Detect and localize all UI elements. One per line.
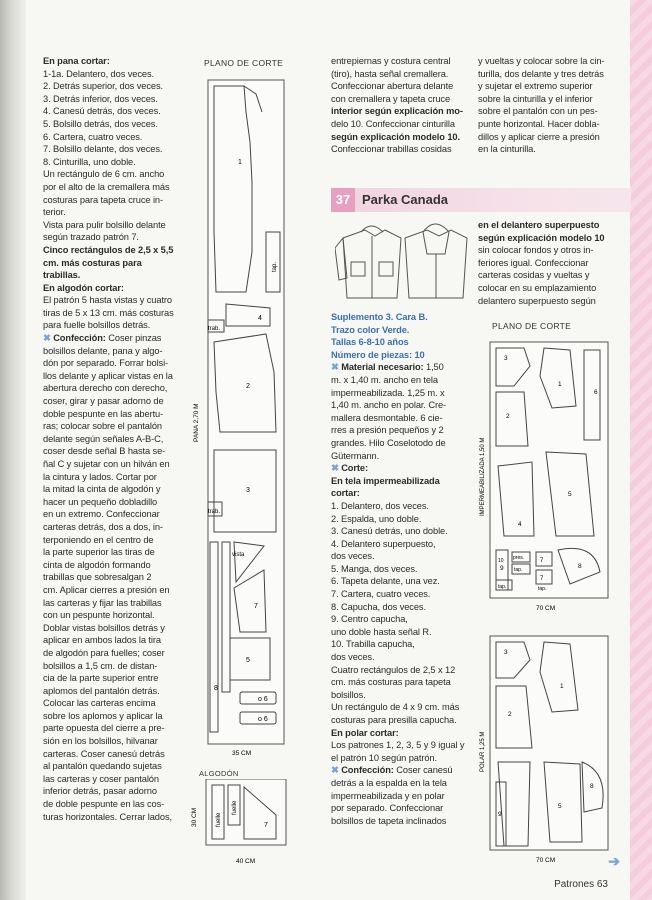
text-line: Colocar las carteras encima [43, 698, 156, 709]
text-line: Cinco rectángulos de 2,5 x 5,5 [43, 244, 174, 255]
text-line: el patrón 10 según patrón. [331, 752, 437, 763]
parka-piece-3: 3 [504, 355, 508, 362]
text-line: costuras para presilla capucha. [331, 715, 457, 725]
polar-piece-9: 9 [498, 811, 502, 818]
pink-page-edge [630, 0, 652, 900]
text-line: sobre el pantalón con un pes- [478, 106, 598, 117]
text-line: feriores igual. Confeccionar [478, 257, 589, 268]
text-line: 7. Bolsillo delante, dos veces. [43, 144, 163, 155]
text-line: las carteras y coser pantalón [43, 773, 159, 784]
bullet-heading: Corte: [341, 463, 368, 474]
bullet-heading: Confección: [53, 333, 106, 344]
text-line: (tiro), hasta señal cremallera. [331, 68, 449, 79]
cutting-plan-pana [186, 72, 296, 762]
text-line: En polar cortar: [331, 727, 399, 738]
text-line: aplicar en ambos lados la tira [43, 635, 161, 646]
text-line: dos veces. [331, 652, 375, 663]
text-line: ñal C y sujetar con un hilván en [43, 459, 170, 469]
text-line: En tela impermeabilizada [331, 475, 440, 486]
text-line: grandes. Hilo Coselotodo de [331, 437, 446, 448]
text-line: dillos y aplicar cierre a presión [478, 131, 600, 142]
text-line: parte opuesta del cierre a pre- [43, 723, 165, 734]
text-line: sobre la cinturilla y el inferior [478, 93, 593, 104]
text-line: la mitad la cinta de algodón y [43, 484, 161, 495]
text-line: El patrón 5 hasta vistas y cuatro [43, 295, 172, 306]
text-line: al pantalón quedando sujetas [43, 761, 162, 772]
text-line: detrás a la espalda en la tela [331, 777, 447, 788]
text-line: por separado. Confeccionar [331, 803, 444, 814]
piece-label-2: 2 [246, 383, 250, 390]
bullet-heading: Material necesario: [341, 362, 424, 373]
text-line: de algodón para fuelles; coser [43, 647, 165, 658]
parka-piece-9: 9 [500, 565, 504, 572]
text-line: terior. [43, 207, 66, 218]
text-line: abertura derecho con derecho, [43, 383, 168, 394]
text-line: 9. Centro capucha, [331, 614, 408, 625]
text-line: 4. Delantero superpuesto, [331, 538, 436, 549]
text-line: 3. Canesú detrás, uno doble. [331, 526, 448, 537]
text-line: cinta de algodón formando [43, 559, 151, 570]
label-piece-7: 7 [264, 822, 268, 829]
text-line: entrepiernas y costura central [331, 56, 451, 66]
text-line: bolsillos a 1,5 cm. de distan- [43, 660, 158, 671]
parka-piece-5: 5 [568, 491, 572, 498]
parka-piece-7b: 7 [540, 576, 544, 582]
section-title: Parka Canada [362, 192, 448, 207]
bullet-heading: Confección: [341, 765, 394, 776]
text-line: Trazo color Verde. [331, 324, 410, 335]
text-line: con cremallera y tapeta cruce [331, 93, 451, 104]
text-line: 2. Espalda, uno doble. [331, 513, 422, 524]
text-line: 2. Detrás superior, dos veces. [43, 81, 163, 92]
text-line: Cuatro rectángulos de 2,5 x 12 [331, 664, 456, 675]
width-label-70cm: 70 CM [536, 605, 556, 612]
text-line: 8. Capucha, dos veces. [331, 601, 426, 612]
text-column-3-bottom [331, 311, 471, 827]
text-line: carteras cosidas y vueltas y [478, 270, 590, 281]
text-line: por el alto de la cremallera más [43, 181, 170, 192]
cutting-plan-algodon [186, 779, 296, 869]
text-line: rres a presión pequeños y 2 [331, 425, 444, 436]
label-tap-3: tap. [538, 586, 547, 592]
cutting-plan-title-parka: PLANO DE CORTE [492, 321, 572, 331]
piece-label-4: 4 [258, 315, 262, 322]
cutting-plan-polar [474, 632, 624, 872]
text-line: coser desde señal B hasta se- [43, 446, 166, 457]
text-line: turilla, dos delante y tres detrás [478, 68, 604, 79]
parka-piece-8: 8 [578, 563, 582, 570]
label-vista: vista [232, 552, 245, 558]
text-line: cm. más costuras para trabillas. [43, 257, 142, 281]
parka-illustration [335, 218, 470, 308]
text-line: según explicación modelo 10 [478, 232, 605, 243]
width-label-70cm-polar: 70 CM [536, 857, 556, 864]
text-line: y vueltas y colocar sobre la cin- [478, 56, 605, 66]
text-line [331, 462, 471, 475]
height-label-30cm: 30 CM [191, 807, 198, 827]
parka-piece-6: 6 [594, 389, 598, 396]
text-line: bolsillos delante, pana y algo- [43, 345, 163, 356]
text-line: aplomos del pantalón detrás. [43, 685, 160, 696]
text-line: mallera desmontable. 6 cie- [331, 412, 443, 423]
piece-label-1: 1 [238, 159, 242, 166]
parka-piece-7a: 7 [540, 558, 544, 564]
text-line: sobre los aplomos y aplicar la [43, 710, 163, 721]
text-line: doble pespunte en las abertu- [43, 408, 164, 419]
text-line: y sujetar el extremo superior [478, 81, 593, 92]
text-line: de doble pespunte en las cos- [43, 799, 165, 810]
text-line: Gütermann. [331, 450, 380, 461]
label-tap: tap. [272, 261, 278, 272]
text-line: punte horizontal. Hacer dobla- [478, 118, 600, 129]
text-line: carteras. Coser canesú detrás [43, 748, 165, 759]
text-line: Número de piezas: 10 [331, 349, 425, 360]
text-line: cm. más costuras para tapeta [331, 677, 451, 688]
text-line: ✖ Confección: Coser pinzas [43, 333, 162, 344]
polar-piece-5: 5 [558, 803, 562, 810]
polar-piece-2: 2 [508, 711, 512, 718]
text-line: 7. Cartera, cuatro veces. [331, 589, 431, 600]
text-line: En algodón cortar: [43, 282, 124, 293]
text-line: 6. Tapeta delante, una vez. [331, 576, 440, 587]
text-line: Suplemento 3. Cara B. [331, 312, 428, 322]
width-label-40cm: 40 CM [236, 858, 256, 865]
text-line: 6. Cartera, cuatro veces. [43, 131, 143, 142]
text-line: sin colocar fondos y otros in- [478, 245, 594, 256]
text-line: Confeccionar trabillas cosidas [331, 144, 452, 155]
width-label-35cm: 35 CM [232, 750, 252, 757]
cutting-plan-impermeabilizada [474, 336, 624, 616]
text-line: con un pespunte horizontal. [43, 610, 155, 621]
label-trab-2: trab. [208, 509, 221, 515]
text-line: costuras para tapeta cruce in- [43, 194, 163, 205]
text-line: en el delantero superpuesto [478, 220, 600, 230]
text-line: delante según señales A-B-C, [43, 433, 164, 444]
label-trab-1: trab. [208, 326, 221, 332]
text-line: según explicación modelo 10. [331, 131, 460, 142]
label-tap-1: tap. [514, 567, 523, 573]
text-line: Un rectángulo de 6 cm. ancho [43, 169, 165, 180]
continue-arrow-icon: ➔ [608, 853, 620, 869]
fabric-label-pana: PANA 2,70 M [193, 403, 200, 442]
page-footer [554, 879, 608, 890]
text-line: bolsillos. [331, 689, 366, 700]
piece-label-8: 8 [214, 685, 218, 692]
label-fuelle-1: fuelle [216, 812, 222, 827]
text-line: dón por separado. Forrar bolsi- [43, 358, 169, 369]
piece-label-3: 3 [246, 487, 250, 494]
polar-piece-1: 1 [560, 683, 564, 690]
footer-page-number: 63 [596, 879, 608, 890]
text-line: Doblar vistas bolsillos detrás y [43, 622, 165, 633]
text-line: la cintura y lados. Cortar por [43, 471, 157, 482]
text-line: las carteras y fijar las trabillas [43, 597, 162, 608]
polar-piece-3: 3 [504, 649, 508, 656]
text-line: 3. Detrás inferior, dos veces. [43, 93, 158, 104]
text-column-4-bottom [478, 219, 614, 307]
text-line: en la cinturilla. [478, 144, 536, 155]
polar-piece-8: 8 [590, 783, 594, 790]
algodon-plan-title: ALGODÓN [199, 769, 239, 778]
piece-label-7: 7 [254, 603, 258, 610]
parka-piece-10: 10 [498, 558, 504, 564]
text-line: turas horizontales. Cerrar lados, [43, 811, 172, 822]
text-line: 10. Trabilla capucha, [331, 639, 415, 650]
text-line: según trazado patrón 7. [43, 232, 139, 243]
text-line: terponiendo en el centro de [43, 534, 154, 545]
text-line: 5. Manga, dos veces. [331, 563, 418, 574]
piece-label-6a: o 6 [258, 696, 268, 703]
text-line: 1. Delantero, dos veces. [331, 500, 429, 511]
text-line: tiras de 5 x 13 cm. más costuras [43, 307, 174, 318]
text-line: 5. Bolsillo detrás, dos veces. [43, 118, 158, 129]
parka-piece-1: 1 [558, 381, 562, 388]
text-line: uno doble hasta señal R. [331, 626, 432, 637]
text-line: la parte superior las tiras de [43, 547, 155, 558]
parka-piece-4: 4 [518, 521, 522, 528]
bullet-icon: ✖ [331, 463, 342, 474]
text-line: colocar en su emplazamiento [478, 282, 597, 293]
text-line: cia de la parte superior entre [43, 673, 159, 684]
text-line: delo 10. Confeccionar cinturilla [331, 118, 455, 129]
text-line: delantero superpuesto según [478, 295, 596, 306]
text-line: ✖ Material necesario: 1,50 [331, 362, 444, 373]
piece-label-6b: o 6 [258, 716, 268, 723]
text-line: impermeabilizada. 1,25 m. x [331, 387, 445, 398]
text-line: trabillas que sobresalgan 2 [43, 572, 152, 583]
text-column-4-top [478, 55, 614, 156]
label-pres: pres. [513, 555, 525, 561]
label-tap-2: tap. [498, 584, 507, 590]
text-line: Tallas 6-8-10 años [331, 337, 409, 348]
cutting-plan-title: PLANO DE CORTE [204, 58, 284, 68]
text-line: m. x 1,40 m. ancho en tela [331, 374, 438, 385]
text-line: dos veces. [331, 551, 375, 562]
text-column-3-top [331, 55, 471, 156]
text-line: hacer un pequeño dobladillo [43, 496, 158, 507]
text-line: ✖ Confección: Coser canesú [331, 765, 453, 776]
text-line: 8. Cinturilla, uno doble. [43, 156, 136, 167]
text-line: llos delante y aplicar vistas en la [43, 370, 173, 381]
footer-section: Patrones [554, 879, 595, 890]
text-line: En pana cortar: [43, 56, 110, 66]
parka-piece-2: 2 [506, 413, 510, 420]
text-line: interior según explicación mo- [331, 106, 463, 117]
text-line: 1,40 m. ancho en polar. Cre- [331, 400, 447, 411]
label-fuelle-2: fuelle [232, 800, 238, 815]
text-line: Confeccionar abertura delante [331, 81, 454, 92]
text-column-1 [43, 55, 177, 823]
text-line: cm. Aplicar cierres a presión en [43, 584, 170, 595]
text-line: para fuelle bolsillos detrás. [43, 320, 151, 331]
text-line: carteras detrás, dos a dos, in- [43, 521, 163, 532]
fabric-label-polar: POLAR 1,25 M [480, 731, 486, 772]
text-line: 4. Canesú detrás, dos veces. [43, 106, 161, 117]
bullet-icon: ✖ [43, 333, 54, 344]
page-gutter-shadow [0, 0, 26, 900]
text-line: coser, girar y pasar adorno de [43, 396, 164, 407]
bullet-icon: ✖ [331, 362, 342, 373]
text-line: Un rectángulo de 4 x 9 cm. más [331, 702, 460, 713]
fabric-label-impermeabilizada: IMPERMEABILIZADA 1,50 M [480, 437, 486, 516]
text-line: en un extremo. Confeccionar [43, 509, 160, 520]
section-number: 37 [331, 188, 355, 212]
text-line: 1-1a. Delantero, dos veces. [43, 68, 154, 79]
text-line: Los patrones 1, 2, 3, 5 y 9 igual y [331, 740, 465, 751]
text-line: bolsillos de tapeta inclinados [331, 815, 447, 826]
text-line: cortar: [331, 488, 360, 499]
text-line: Vista para pulir bolsillo delante [43, 219, 166, 230]
piece-label-5: 5 [246, 657, 250, 664]
text-line: inferior detrás, pasar adorno [43, 786, 157, 797]
text-line: ras; colocar sobre el pantalón [43, 421, 162, 432]
text-line: sión en los bolsillos, hilvanar [43, 736, 158, 747]
bullet-icon: ✖ [331, 765, 342, 776]
text-line: impermeabilizada y en polar [331, 790, 445, 801]
